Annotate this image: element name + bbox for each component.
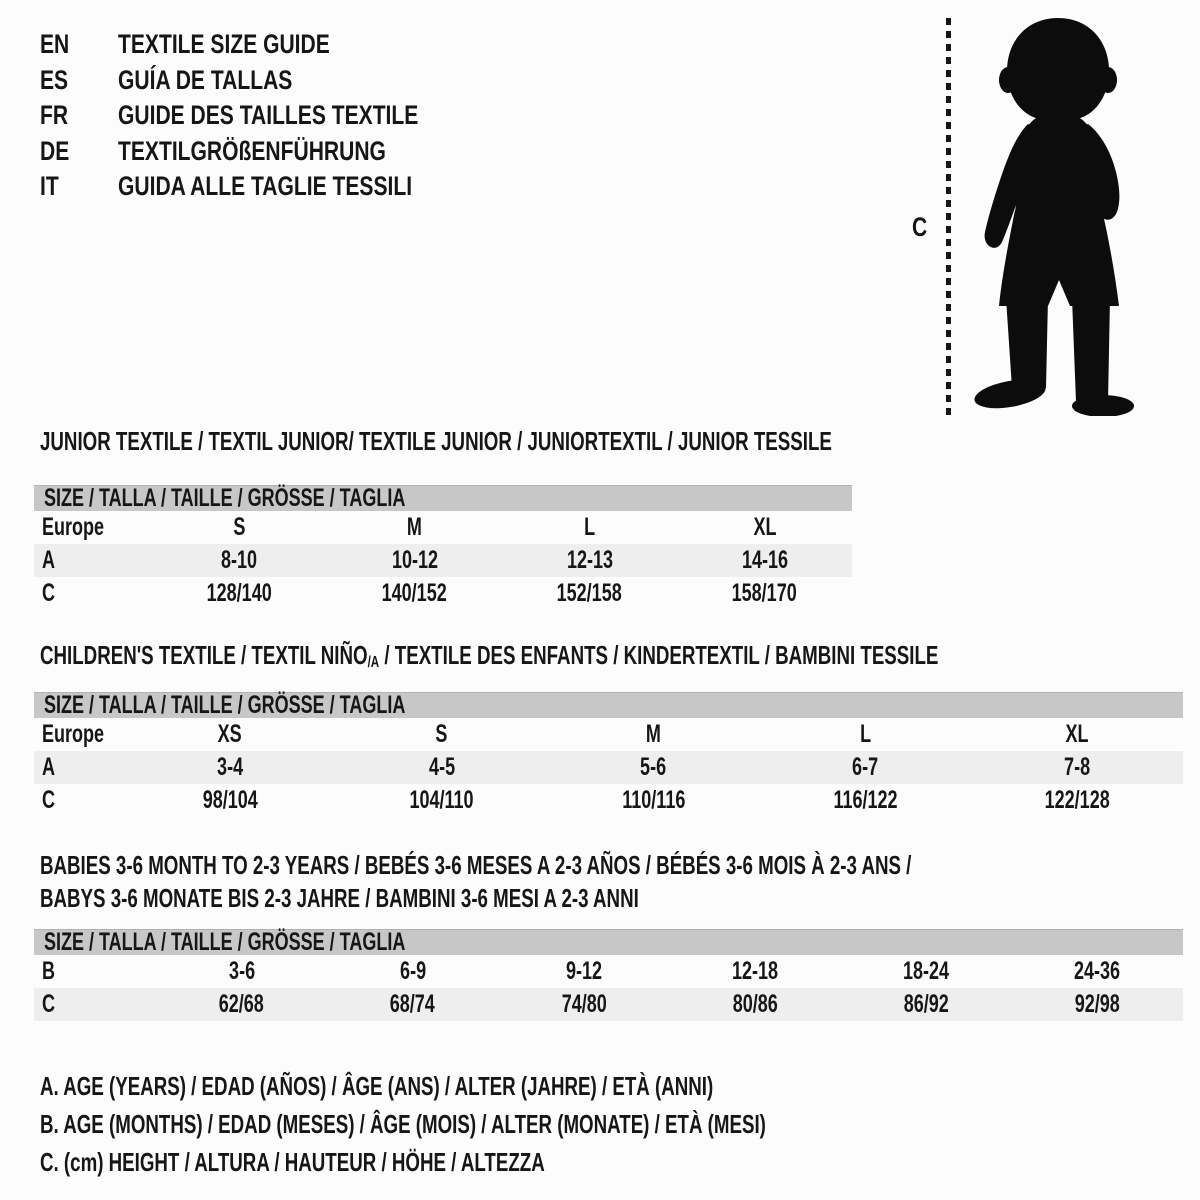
table-cell: 98/104	[202, 786, 258, 814]
table-cell: 80/86	[732, 990, 778, 1018]
guide-title: GUIDA ALLE TAGLIE TESSILI	[118, 171, 413, 202]
table-cell: 158/170	[731, 579, 798, 607]
table-cell: 92/98	[1074, 990, 1120, 1018]
table-cell: S	[233, 513, 246, 541]
table-cell: 74/80	[561, 990, 607, 1018]
language-row-es	[40, 63, 503, 99]
table-cell: XS	[217, 720, 242, 748]
row-label: Europe	[42, 513, 105, 541]
row-label: C	[42, 990, 56, 1018]
table-cell: 12-18	[732, 957, 779, 985]
row-label: C	[42, 579, 56, 607]
note-b: B. AGE (MONTHS) / EDAD (MESES) / ÂGE (MOIS) / ALTER (MONATE) / ETÀ (MESI)	[40, 1109, 766, 1139]
language-row-fr	[40, 98, 503, 134]
table-row-c	[34, 988, 1183, 1021]
guide-title: GUÍA DE TALLAS	[118, 64, 293, 95]
table-cell: 116/122	[833, 786, 898, 814]
table-cell: L	[859, 720, 871, 748]
junior-size-table	[34, 485, 852, 610]
language-row-en	[40, 27, 503, 63]
note-a: A. AGE (YEARS) / EDAD (AÑOS) / ÂGE (ANS) / ALTER (JAHRE) / ETÀ (ANNI)	[40, 1071, 714, 1101]
junior-section-title: JUNIOR TEXTILE / TEXTIL JUNIOR/ TEXTILE JUNIOR / JUNIORTEXTIL / JUNIOR TESSILE	[40, 426, 832, 456]
language-code: DE	[40, 135, 70, 166]
toddler-silhouette	[958, 14, 1140, 416]
size-header-text: SIZE / TALLA / TAILLE / GRÖSSE / TAGLIA	[44, 928, 406, 956]
table-cell: 3-6	[228, 957, 255, 985]
table-cell: M	[406, 513, 422, 541]
table-cell: 9-12	[565, 957, 602, 985]
babies-title-line2: BABYS 3-6 MONATE BIS 2-3 JAHRE / BAMBINI 3-6 MESI A 2-3 ANNI	[40, 883, 639, 913]
table-row-europe	[34, 718, 1183, 751]
size-table-header	[34, 692, 1183, 718]
language-code: ES	[40, 64, 69, 95]
table-cell: 86/92	[903, 990, 949, 1018]
table-cell: 12-13	[566, 546, 613, 574]
table-cell: 128/140	[206, 579, 273, 607]
table-cell: 152/158	[556, 579, 623, 607]
table-cell: 6-9	[399, 957, 426, 985]
row-label: Europe	[42, 720, 105, 748]
height-measure-label-c: C	[912, 212, 928, 242]
language-code: FR	[40, 100, 69, 131]
table-cell: 14-16	[741, 546, 788, 574]
table-cell: 68/74	[390, 990, 436, 1018]
table-cell: 62/68	[219, 990, 265, 1018]
table-cell: 24-36	[1074, 957, 1121, 985]
table-row-c	[34, 577, 852, 610]
language-row-it	[40, 169, 503, 205]
children-title-suffix-a: /A	[367, 653, 380, 671]
language-code: IT	[40, 171, 59, 202]
table-row-a	[34, 544, 852, 577]
table-cell: XL	[1065, 720, 1089, 748]
table-cell: 140/152	[381, 579, 448, 607]
children-section-title	[40, 641, 1200, 673]
language-title-list	[40, 27, 503, 205]
row-label: C	[42, 786, 56, 814]
babies-section-title	[40, 849, 1200, 915]
table-cell: 5-6	[640, 753, 667, 781]
babies-title-line1: BABIES 3-6 MONTH TO 2-3 YEARS / BEBÉS 3-6 MESES A 2-3 AÑOS / BÉBÉS 3-6 MOIS À 2-3 ANS /	[40, 850, 912, 880]
language-row-de	[40, 134, 503, 170]
measurement-notes	[40, 1067, 1048, 1181]
children-size-table	[34, 692, 1183, 817]
table-cell: 3-4	[216, 753, 243, 781]
guide-title: TEXTILE SIZE GUIDE	[118, 29, 330, 60]
table-cell: 110/116	[621, 786, 686, 814]
children-title-text: CHILDREN'S TEXTILE / TEXTIL NIÑO	[40, 640, 368, 670]
table-row-b	[34, 955, 1183, 988]
size-header-text: SIZE / TALLA / TAILLE / GRÖSSE / TAGLIA	[44, 691, 406, 719]
table-cell: S	[435, 720, 448, 748]
table-row-a	[34, 751, 1183, 784]
children-title-text: / TEXTILE DES ENFANTS / KINDERTEXTIL / BAMBINI TESSILE	[379, 640, 939, 670]
language-code: EN	[40, 29, 70, 60]
row-label: A	[42, 753, 56, 781]
table-cell: XL	[752, 513, 776, 541]
size-table-header	[34, 485, 852, 511]
table-cell: 4-5	[428, 753, 455, 781]
table-cell: 104/110	[409, 786, 474, 814]
table-row-c	[34, 784, 1183, 817]
table-cell: M	[645, 720, 661, 748]
height-measure-dotted-line	[946, 18, 951, 416]
table-cell: L	[583, 513, 596, 541]
note-c: C. (cm) HEIGHT / ALTURA / HAUTEUR / HÖHE / ALTEZZA	[40, 1147, 545, 1177]
table-cell: 8-10	[221, 546, 258, 574]
table-cell: 6-7	[852, 753, 879, 781]
guide-title: GUIDE DES TAILLES TEXTILE	[118, 100, 419, 131]
table-cell: 7-8	[1064, 753, 1091, 781]
table-cell: 10-12	[391, 546, 438, 574]
size-header-text: SIZE / TALLA / TAILLE / GRÖSSE / TAGLIA	[44, 484, 406, 512]
size-table-header	[34, 929, 1183, 955]
row-label: A	[42, 546, 56, 574]
table-cell: 122/128	[1044, 786, 1110, 814]
row-label: B	[42, 957, 56, 985]
guide-title: TEXTILGRÖßENFÜHRUNG	[118, 135, 386, 166]
table-cell: 18-24	[903, 957, 950, 985]
babies-size-table	[34, 929, 1183, 1021]
table-row-europe	[34, 511, 852, 544]
